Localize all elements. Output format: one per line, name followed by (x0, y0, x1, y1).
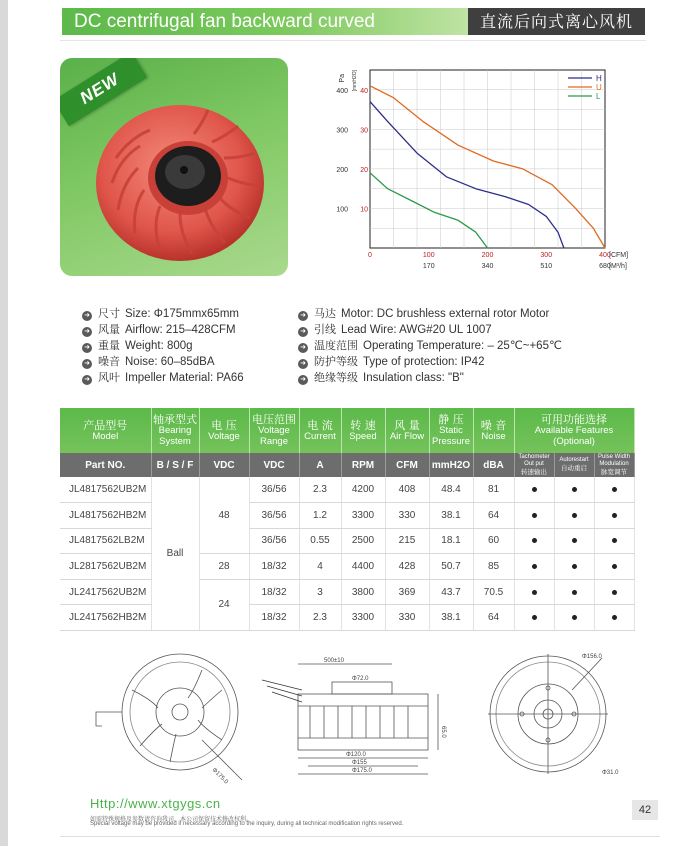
spec-item: ➜ 马达 Motor: DC brushless external rotor Motor (298, 305, 549, 321)
y-axis-title-secondary: [mmH2O] (352, 70, 358, 92)
cell-tachometer (514, 477, 554, 503)
y-tick-label-mm: 30 (360, 127, 368, 135)
arrow-icon: ➜ (82, 359, 92, 369)
cell-part: JL2417562HB2M (60, 605, 151, 631)
bullet-icon (532, 513, 537, 518)
table-row (60, 554, 634, 580)
bullet-icon (612, 615, 617, 620)
website-link[interactable]: Http://www.xtgygs.cn (90, 796, 221, 811)
header-divider (60, 40, 646, 41)
arrow-icon: ➜ (82, 327, 92, 337)
bullet-icon (612, 487, 617, 492)
bullet-icon (612, 538, 617, 543)
new-badge: NEW (60, 58, 147, 126)
cell-tachometer (514, 605, 554, 631)
y-tick-label-pa: 400 (336, 87, 348, 95)
footer-note-chinese: 如需特殊规格及参数请咨询我司，本公司保留技术修改权利。 (90, 816, 253, 823)
y-tick-label-mm: 40 (360, 87, 368, 95)
dim-label-d1: Φ72.0 (352, 676, 369, 682)
arrow-icon: ➜ (298, 375, 308, 385)
cell-current: 1.2 (299, 503, 341, 529)
bullet-icon (532, 564, 537, 569)
feature-tachometer: Tachometer Out put 转速输出 (514, 453, 554, 477)
unit-bearing: B / S / F (151, 453, 199, 477)
y-tick-label-mm: 10 (360, 206, 368, 214)
arrow-icon: ➜ (298, 311, 308, 321)
footer-note-english: Special voltage may be provided if necessary according to the inquiry, during all technical modification rights reserved. (90, 821, 404, 827)
bullet-icon (612, 564, 617, 569)
cell-pressure: 48.4 (429, 477, 473, 503)
footer-divider (60, 836, 660, 837)
dimension-drawings-svg (62, 650, 652, 790)
cell-pwm (594, 477, 634, 503)
spec-item: ➜ 绝缘等级 Insulation class: "B" (298, 369, 464, 385)
dim-label-l2: Φ31.0 (602, 770, 619, 776)
technical-drawings (62, 650, 652, 790)
table-row (60, 477, 634, 503)
header-speed: 转 速 Speed (341, 408, 385, 453)
series-line-l (370, 173, 488, 248)
cell-pwm (594, 605, 634, 631)
page-title: DC centrifugal fan backward curved (62, 8, 468, 35)
page-number: 42 (632, 800, 658, 820)
arrow-icon: ➜ (298, 327, 308, 337)
cell-range: 18/32 (249, 605, 299, 631)
arrow-icon: ➜ (298, 343, 308, 353)
page-edge-bar (0, 0, 8, 846)
spec-item: ➜ 尺寸 Size: Φ175mmx65mm (82, 305, 239, 321)
cell-pwm (594, 579, 634, 605)
cell-voltage: 28 (199, 554, 249, 580)
cell-current: 2.3 (299, 605, 341, 631)
spec-item: ➜ 风量 Airflow: 215–428CFM (82, 321, 236, 337)
header-current: 电 流 Current (299, 408, 341, 453)
cell-flow: 330 (385, 605, 429, 631)
unit-air-flow: CFM (385, 453, 429, 477)
cell-current: 0.55 (299, 528, 341, 554)
cell-flow: 369 (385, 579, 429, 605)
bullet-icon (612, 513, 617, 518)
dim-label-d4: Φ175.0 (210, 767, 229, 786)
cell-speed: 3800 (341, 579, 385, 605)
table-row (60, 528, 634, 554)
unit-pressure: mmH2O (429, 453, 473, 477)
cell-autorestart (554, 477, 594, 503)
cell-current: 3 (299, 579, 341, 605)
dim-label-d2: Φ120.0 (346, 752, 366, 758)
table-header-row (60, 408, 634, 453)
spec-list (62, 305, 662, 385)
y-tick-label-pa: 300 (336, 127, 348, 135)
cell-noise: 64 (473, 605, 514, 631)
x-tick-label-m3h: 680 (599, 263, 611, 270)
cell-bearing: Ball (151, 477, 199, 631)
cell-autorestart (554, 554, 594, 580)
legend-label-u: U (596, 83, 602, 92)
cell-tachometer (514, 503, 554, 529)
arrow-icon: ➜ (298, 359, 308, 369)
front-view-drawing (96, 654, 242, 780)
x-tick-label-cfm: 200 (481, 252, 494, 259)
cell-autorestart (554, 503, 594, 529)
spec-item: ➜ 防护等级 Type of protection: IP42 (298, 353, 484, 369)
cell-noise: 70.5 (473, 579, 514, 605)
bullet-icon (532, 487, 537, 492)
unit-current: A (299, 453, 341, 477)
dim-label-height: 65.0 (440, 726, 446, 738)
cell-tachometer (514, 554, 554, 580)
header-features: 可用功能选择 Available Features (Optional) (514, 408, 634, 453)
rear-view-drawing (488, 654, 608, 774)
cell-voltage: 48 (199, 477, 249, 554)
cell-pwm (594, 554, 634, 580)
dim-label-lead: 500±10 (324, 658, 344, 664)
cell-part: JL2417562UB2M (60, 579, 151, 605)
spec-item: ➜ 引线 Lead Wire: AWG#20 UL 1007 (298, 321, 492, 337)
cell-speed: 3300 (341, 503, 385, 529)
x-tick-label-m3h: 340 (481, 263, 494, 270)
cell-noise: 81 (473, 477, 514, 503)
bullet-icon (572, 487, 577, 492)
cell-part: JL4817562LB2M (60, 528, 151, 554)
unit-noise: dBA (473, 453, 514, 477)
bullet-icon (572, 538, 577, 543)
arrow-icon: ➜ (82, 375, 92, 385)
header-static-pressure: 静 压 Static Pressure (429, 408, 473, 453)
cell-autorestart (554, 528, 594, 554)
table-row (60, 579, 634, 605)
y-axis-title: Pa (339, 74, 346, 83)
arrow-icon: ➜ (82, 343, 92, 353)
cell-flow: 215 (385, 528, 429, 554)
bullet-icon (572, 590, 577, 595)
unit-voltage-range: VDC (249, 453, 299, 477)
x-tick-label-cfm: 400 (599, 252, 611, 259)
feature-pwm: Pulse Width Modulation 脉宽调节 (594, 453, 634, 477)
arrow-icon: ➜ (82, 311, 92, 321)
cell-speed: 4400 (341, 554, 385, 580)
cell-pwm (594, 528, 634, 554)
product-photo (60, 58, 288, 276)
header-model: 产品型号 Model (60, 408, 151, 453)
cell-voltage: 24 (199, 579, 249, 630)
cell-pwm (594, 503, 634, 529)
cell-range: 36/56 (249, 477, 299, 503)
x-tick-label-cfm: 0 (368, 252, 372, 259)
cell-speed: 2500 (341, 528, 385, 554)
cell-tachometer (514, 579, 554, 605)
fan-image (60, 58, 288, 276)
cell-speed: 3300 (341, 605, 385, 631)
bullet-icon (532, 615, 537, 620)
legend-label-h: H (596, 74, 602, 83)
cell-noise: 85 (473, 554, 514, 580)
x-tick-label-cfm: 300 (540, 252, 553, 259)
dim-label-l1: Φ156.0 (582, 654, 602, 660)
cell-speed: 4200 (341, 477, 385, 503)
y-tick-label-pa: 200 (336, 166, 348, 174)
cell-noise: 64 (473, 503, 514, 529)
performance-chart (330, 58, 655, 280)
x-tick-label-m3h: 510 (540, 263, 553, 270)
bullet-icon (572, 615, 577, 620)
bullet-icon (612, 590, 617, 595)
table-unit-row (60, 453, 634, 477)
header-noise: 噪 音 Noise (473, 408, 514, 453)
x-axis-title: [CFM] (609, 252, 629, 259)
header-air-flow: 风 量 Air Flow (385, 408, 429, 453)
dim-label-d3: Φ155 (352, 760, 367, 766)
cell-part: JL2817562UB2M (60, 554, 151, 580)
cell-pressure: 38.1 (429, 503, 473, 529)
spec-item: ➜ 温度范围 Operating Temperature: – 25℃~+65℃ (298, 337, 562, 353)
cell-flow: 330 (385, 503, 429, 529)
dim-label-d4-side: Φ175.0 (352, 768, 372, 774)
cell-flow: 408 (385, 477, 429, 503)
y-tick-label-mm: 20 (360, 166, 368, 174)
cell-pressure: 38.1 (429, 605, 473, 631)
spec-item: ➜ 风叶 Impeller Material: PA66 (82, 369, 244, 385)
legend-label-l: L (596, 92, 601, 101)
cell-range: 36/56 (249, 503, 299, 529)
spec-item: ➜ 重量 Weight: 800g (82, 337, 193, 353)
y-tick-label-pa: 100 (336, 206, 348, 214)
bullet-icon (532, 590, 537, 595)
page-title-chinese: 直流后向式离心风机 (468, 8, 645, 35)
bullet-icon (532, 538, 537, 543)
model-table (60, 408, 634, 631)
spec-item: ➜ 噪音 Noise: 60–85dBA (82, 353, 215, 369)
cell-pressure: 18.1 (429, 528, 473, 554)
unit-voltage: VDC (199, 453, 249, 477)
cell-current: 4 (299, 554, 341, 580)
unit-part-no: Part NO. (60, 453, 151, 477)
bullet-icon (572, 564, 577, 569)
performance-chart-svg (330, 58, 655, 280)
bullet-icon (572, 513, 577, 518)
cell-noise: 60 (473, 528, 514, 554)
x-axis-title-secondary: [M³/h] (609, 263, 627, 270)
cell-tachometer (514, 528, 554, 554)
feature-autorestart: Autorestart 自动重启 (554, 453, 594, 477)
cell-range: 36/56 (249, 528, 299, 554)
header-voltage-range: 电压范围 Voltage Range (249, 408, 299, 453)
cell-current: 2.3 (299, 477, 341, 503)
unit-speed: RPM (341, 453, 385, 477)
cell-range: 18/32 (249, 579, 299, 605)
cell-part: JL4817562UB2M (60, 477, 151, 503)
cell-autorestart (554, 579, 594, 605)
cell-autorestart (554, 605, 594, 631)
cell-pressure: 50.7 (429, 554, 473, 580)
x-tick-label-cfm: 100 (422, 252, 435, 259)
cell-flow: 428 (385, 554, 429, 580)
header-bearing: 轴承型式 Bearing System (151, 408, 199, 453)
cell-part: JL4817562HB2M (60, 503, 151, 529)
cell-range: 18/32 (249, 554, 299, 580)
header-voltage: 电 压 Voltage (199, 408, 249, 453)
table-row (60, 605, 634, 631)
x-tick-label-m3h: 170 (422, 263, 435, 270)
table-row (60, 503, 634, 529)
cell-pressure: 43.7 (429, 579, 473, 605)
